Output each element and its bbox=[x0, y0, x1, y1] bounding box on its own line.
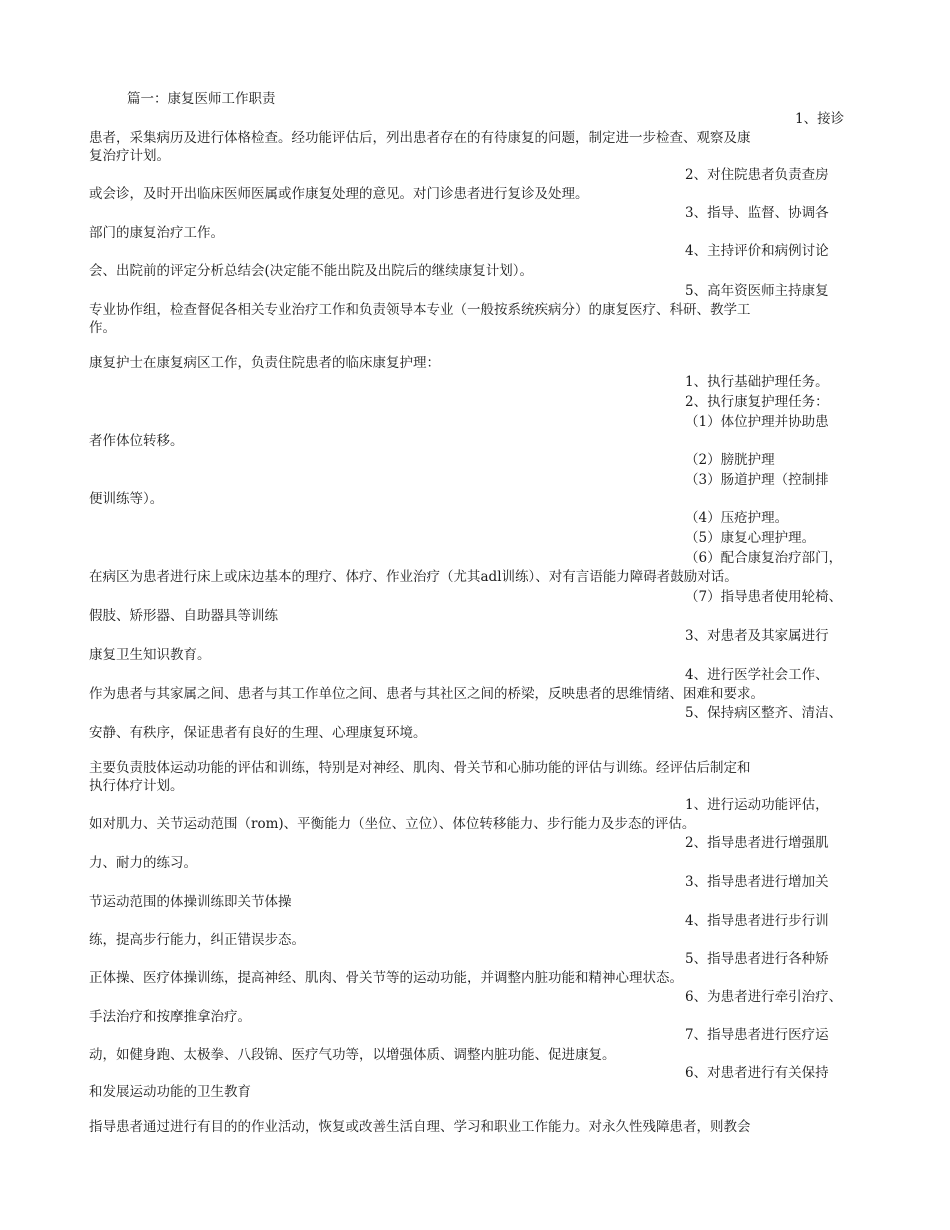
text-line: 安静、有秩序，保证患者有良好的生理、心理康复环境。 bbox=[89, 725, 427, 741]
text-line: 2、执行康复护理任务： bbox=[685, 394, 829, 410]
text-line: 和发展运动功能的卫生教育 bbox=[89, 1084, 251, 1100]
text-line: 正体操、医疗体操训练，提高神经、肌肉、骨关节等的运动功能，并调整内脏功能和精神心理状态。 bbox=[89, 970, 683, 986]
text-line: 6、为患者进行牵引治疗、 bbox=[685, 989, 843, 1005]
text-line: 5、保持病区整齐、清洁、 bbox=[685, 705, 843, 721]
text-line: （5）康复心理护理。 bbox=[685, 530, 816, 546]
text-line: 执行体疗计划。 bbox=[89, 778, 184, 794]
text-line: 患者，采集病历及进行体格检查。经功能评估后，列出患者存在的有待康复的问题，制定进一步检查、观察及康 bbox=[89, 130, 751, 146]
text-line: （1）体位护理并协助患 bbox=[685, 414, 829, 430]
text-line: （4）压疮护理。 bbox=[685, 510, 789, 526]
text-line: 作为患者与其家属之间、患者与其工作单位之间、患者与其社区之间的桥梁，反映患者的思维情绪、困难和要求。 bbox=[89, 686, 764, 702]
text-line: 便训练等）。 bbox=[89, 491, 164, 507]
text-line: 复治疗计划。 bbox=[89, 148, 170, 164]
text-line: 6、对患者进行有关保持 bbox=[685, 1065, 829, 1081]
text-line: （2）膀胱护理 bbox=[685, 452, 775, 468]
text-line: 节运动范围的体操训练即关节体操 bbox=[89, 894, 292, 910]
text-line: 会、出院前的评定分析总结会(决定能不能出院及出院后的继续康复计划）。 bbox=[89, 263, 534, 279]
text-line: （7）指导患者使用轮椅、 bbox=[685, 589, 843, 605]
text-line: 如对肌力、关节运动范围（rom)、平衡能力（坐位、立位）、体位转移能力、步行能力及步态的评估。 bbox=[89, 816, 696, 832]
text-line: （3）肠道护理（控制排 bbox=[685, 472, 829, 488]
paragraph-intro: 指导患者通过进行有目的的作业活动，恢复或改善生活自理、学习和职业工作能力。对永久性残障患者，则教会 bbox=[89, 1119, 751, 1135]
text-line: 3、指导、监督、协调各 bbox=[685, 205, 829, 221]
text-line: 力、耐力的练习。 bbox=[89, 855, 197, 871]
text-line: 3、对患者及其家属进行 bbox=[685, 628, 829, 644]
text-line: 5、指导患者进行各种矫 bbox=[685, 951, 829, 967]
text-line: 1、执行基础护理任务。 bbox=[685, 374, 829, 390]
text-line: 部门的康复治疗工作。 bbox=[89, 225, 224, 241]
text-line: 练，提高步行能力，纠正错误步态。 bbox=[89, 932, 305, 948]
text-line: 作。 bbox=[89, 320, 116, 336]
text-line: 假肢、矫形器、自助器具等训练 bbox=[89, 608, 278, 624]
text-line: 在病区为患者进行床上或床边基本的理疗、体疗、作业治疗（尤其adl训练）、对有言语能力障碍者鼓励对话。 bbox=[89, 569, 738, 585]
text-line: 1、接诊 bbox=[795, 111, 845, 127]
section-title: 篇一：康复医师工作职责 bbox=[127, 91, 276, 107]
text-line: 2、对住院患者负责查房 bbox=[685, 167, 829, 183]
text-line: 专业协作组，检查督促各相关专业治疗工作和负责领导本专业（一般按系统疾病分）的康复医疗、科研、教学工 bbox=[89, 302, 751, 318]
text-line: 5、高年资医师主持康复 bbox=[685, 283, 829, 299]
text-line: （6）配合康复治疗部门， bbox=[685, 550, 843, 566]
text-line: 手法治疗和按摩推拿治疗。 bbox=[89, 1009, 251, 1025]
text-line: 2、指导患者进行增强肌 bbox=[685, 835, 829, 851]
text-line: 者作体位转移。 bbox=[89, 433, 184, 449]
text-line: 1、进行运动功能评估， bbox=[685, 797, 829, 813]
text-line: 4、进行医学社会工作、 bbox=[685, 667, 829, 683]
text-line: 4、主持评价和病例讨论 bbox=[685, 243, 829, 259]
paragraph-intro: 康复护士在康复病区工作，负责住院患者的临床康复护理： bbox=[89, 355, 440, 371]
text-line: 动，如健身跑、太极拳、八段锦、医疗气功等，以增强体质、调整内脏功能、促进康复。 bbox=[89, 1047, 616, 1063]
text-line: 3、指导患者进行增加关 bbox=[685, 874, 829, 890]
paragraph-intro: 主要负责肢体运动功能的评估和训练，特别是对神经、肌肉、骨关节和心肺功能的评估与训练。经评估后制定和 bbox=[89, 760, 751, 776]
text-line: 或会诊，及时开出临床医师医属或作康复处理的意见。对门诊患者进行复诊及处理。 bbox=[89, 186, 589, 202]
text-line: 7、指导患者进行医疗运 bbox=[685, 1027, 829, 1043]
text-line: 康复卫生知识教育。 bbox=[89, 647, 211, 663]
text-line: 4、指导患者进行步行训 bbox=[685, 913, 829, 929]
